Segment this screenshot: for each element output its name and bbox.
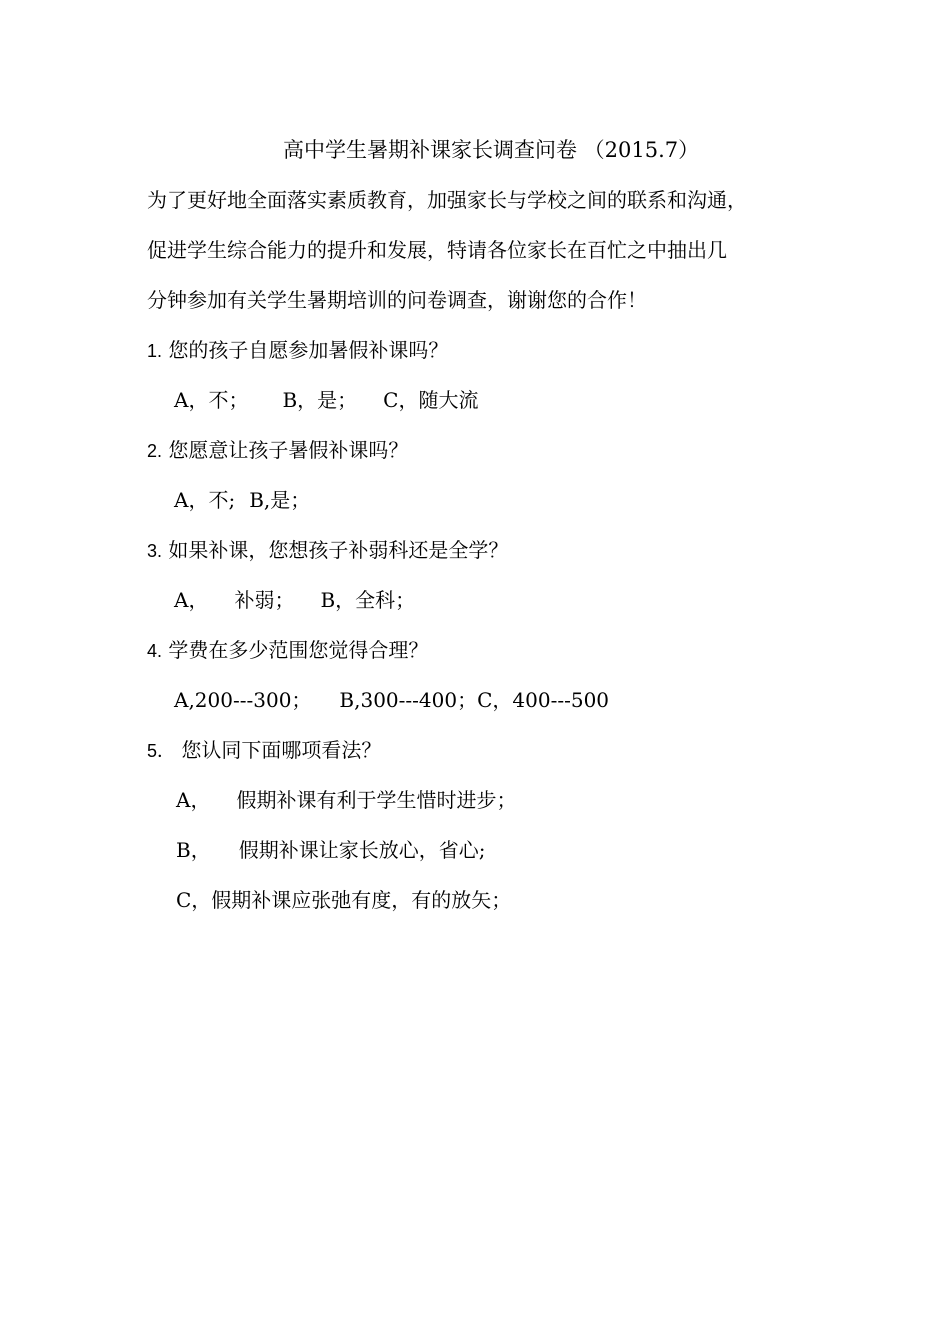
option-text: C，假期补课应张弛有度，有的放矢； <box>176 888 512 912</box>
question-number: 4. <box>147 641 163 661</box>
question-number: 5． <box>147 741 176 761</box>
intro-line-1: 为了更好地全面落实素质教育，加强家长与学校之间的联系和沟通， <box>147 188 747 212</box>
question-5-option-b <box>176 836 485 864</box>
option-a: A，不; <box>174 488 236 512</box>
option-b: B,是； <box>249 488 311 512</box>
option-a: A,200---300； <box>174 688 312 712</box>
question-number: 2. <box>147 441 163 461</box>
question-text: 学费在多少范围您觉得合理？ <box>168 638 429 662</box>
option-text: 假期补课有利于学生惜时进步； <box>236 788 517 812</box>
question-text: 如果补课，您想孩子补弱科还是全学？ <box>168 538 509 562</box>
option-letter: A， <box>176 788 211 812</box>
question-4 <box>147 636 428 665</box>
option-a-letter: A， <box>174 588 209 612</box>
intro-line-2: 促进学生综合能力的提升和发展，特请各位家长在百忙之中抽出几 <box>147 238 727 262</box>
intro-line-3: 分钟参加有关学生暑期培训的问卷调查，谢谢您的合作！ <box>147 288 647 312</box>
question-3 <box>147 536 508 565</box>
question-5 <box>147 736 381 765</box>
document-title: 高中学生暑期补课家长调查问卷 （2015.7） <box>283 138 700 162</box>
option-b-c: B,300---400；C，400---500 <box>339 688 610 712</box>
question-5-option-a <box>176 786 516 814</box>
option-b: B，全科； <box>320 588 416 612</box>
question-number: 1. <box>147 341 163 361</box>
question-text: 您的孩子自愿参加暑假补课吗？ <box>168 338 449 362</box>
question-2-options <box>174 486 310 514</box>
question-2 <box>147 436 408 465</box>
question-4-options <box>174 686 609 714</box>
option-c: C，随大流 <box>383 388 479 412</box>
question-number: 3. <box>147 541 163 561</box>
question-3-options <box>174 586 415 614</box>
question-5-option-c <box>176 886 511 914</box>
option-a-text: 补弱； <box>234 588 295 612</box>
option-text: 假期补课让家长放心，省心; <box>238 838 486 862</box>
option-letter: B， <box>176 838 211 862</box>
question-text: 您认同下面哪项看法？ <box>181 738 382 762</box>
option-a: A，不； <box>174 388 249 412</box>
option-b: B，是； <box>282 388 358 412</box>
question-1-options <box>174 386 478 414</box>
question-1 <box>147 336 448 365</box>
question-text: 您愿意让孩子暑假补课吗？ <box>168 438 409 462</box>
